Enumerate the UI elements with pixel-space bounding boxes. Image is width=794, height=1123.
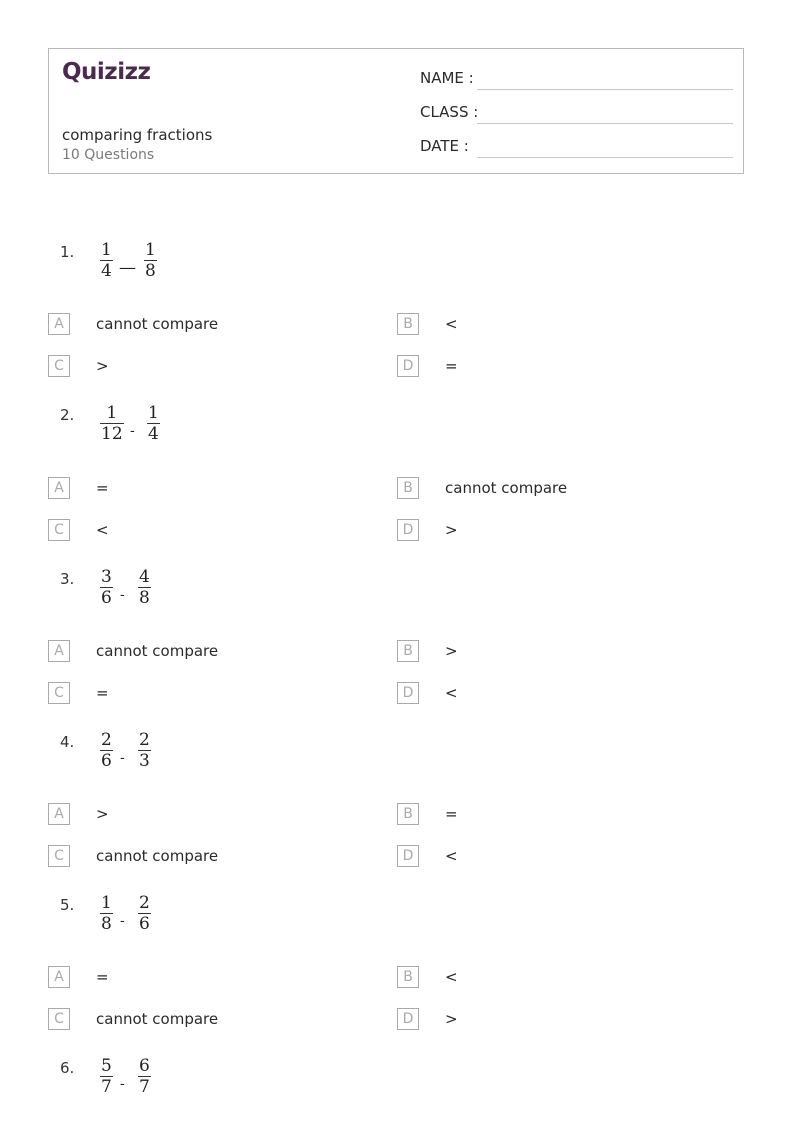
option-text-a[interactable]: = (96, 968, 109, 986)
right-fraction (144, 240, 157, 281)
denominator: 8 (139, 588, 150, 608)
option-text-c[interactable]: = (96, 684, 109, 702)
date-line[interactable] (477, 157, 733, 158)
option-text-a[interactable]: cannot compare (96, 642, 219, 660)
option-text-a[interactable]: > (96, 805, 109, 823)
left-fraction (100, 240, 113, 281)
option-box-b[interactable]: B (397, 966, 419, 988)
right-fraction (138, 730, 151, 771)
question-count: 10 Questions (62, 147, 155, 163)
option-box-c[interactable]: C (48, 682, 70, 704)
question-number: 3. (60, 570, 75, 588)
option-text-c[interactable]: < (96, 521, 109, 539)
option-text-b[interactable]: cannot compare (445, 479, 568, 497)
option-box-a[interactable]: A (48, 313, 70, 335)
right-fraction (138, 567, 151, 608)
option-box-a[interactable]: A (48, 966, 70, 988)
option-text-b[interactable]: > (445, 642, 458, 660)
question-number: 2. (60, 406, 75, 424)
option-text-c[interactable]: cannot compare (96, 847, 219, 865)
option-text-a[interactable]: cannot compare (96, 315, 219, 333)
numerator: 2 (101, 730, 112, 750)
option-box-d[interactable]: D (397, 519, 419, 541)
option-text-c[interactable]: cannot compare (96, 1010, 219, 1028)
numerator: 1 (101, 893, 112, 913)
worksheet-header (48, 48, 744, 174)
option-box-d[interactable]: D (397, 845, 419, 867)
denominator: 6 (139, 914, 150, 934)
option-box-c[interactable]: C (48, 355, 70, 377)
quizizz-logo: Quizizz (62, 59, 151, 85)
left-fraction (100, 403, 124, 444)
denominator: 4 (148, 424, 159, 444)
denominator: 8 (145, 261, 156, 281)
numerator: 1 (101, 240, 112, 260)
left-fraction (100, 1056, 113, 1097)
denominator: 7 (101, 1077, 112, 1097)
numerator: 2 (139, 893, 150, 913)
option-text-d[interactable]: < (445, 847, 458, 865)
date-label: DATE : (420, 137, 469, 155)
option-box-b[interactable]: B (397, 803, 419, 825)
option-box-b[interactable]: B (397, 313, 419, 335)
option-text-b[interactable]: = (445, 805, 458, 823)
right-fraction (147, 403, 160, 444)
option-box-a[interactable]: A (48, 803, 70, 825)
numerator: 1 (148, 403, 159, 423)
option-text-a[interactable]: = (96, 479, 109, 497)
option-box-a[interactable]: A (48, 640, 70, 662)
denominator: 12 (101, 424, 123, 444)
denominator: 4 (101, 261, 112, 281)
option-text-b[interactable]: < (445, 315, 458, 333)
quiz-title: comparing fractions (62, 126, 213, 144)
option-box-b[interactable]: B (397, 640, 419, 662)
question-number: 1. (60, 243, 75, 261)
name-label: NAME : (420, 69, 474, 87)
class-label: CLASS : (420, 103, 479, 121)
question-number: 4. (60, 733, 75, 751)
question-number: 5. (60, 896, 75, 914)
option-box-d[interactable]: D (397, 682, 419, 704)
denominator: 6 (101, 588, 112, 608)
numerator: 2 (139, 730, 150, 750)
right-fraction (138, 1056, 151, 1097)
numerator: 1 (145, 240, 156, 260)
option-box-a[interactable]: A (48, 477, 70, 499)
numerator: 5 (101, 1056, 112, 1076)
comparison-blank: — (119, 258, 136, 278)
option-text-c[interactable]: > (96, 357, 109, 375)
option-box-b[interactable]: B (397, 477, 419, 499)
class-line[interactable] (477, 123, 733, 124)
comparison-blank: - (120, 1076, 125, 1092)
option-text-d[interactable]: > (445, 1010, 458, 1028)
denominator: 7 (139, 1077, 150, 1097)
option-box-d[interactable]: D (397, 1008, 419, 1030)
numerator: 1 (106, 403, 118, 423)
option-box-c[interactable]: C (48, 519, 70, 541)
denominator: 6 (101, 751, 112, 771)
option-box-c[interactable]: C (48, 1008, 70, 1030)
option-box-d[interactable]: D (397, 355, 419, 377)
numerator: 3 (101, 567, 112, 587)
comparison-blank: - (120, 913, 125, 929)
right-fraction (138, 893, 151, 934)
left-fraction (100, 730, 113, 771)
option-text-b[interactable]: < (445, 968, 458, 986)
question-number: 6. (60, 1059, 75, 1077)
comparison-blank: - (130, 423, 135, 439)
option-text-d[interactable]: = (445, 357, 458, 375)
comparison-blank: - (120, 587, 125, 603)
denominator: 8 (101, 914, 112, 934)
option-text-d[interactable]: > (445, 521, 458, 539)
denominator: 3 (139, 751, 150, 771)
option-text-d[interactable]: < (445, 684, 458, 702)
comparison-blank: - (120, 750, 125, 766)
left-fraction (100, 893, 113, 934)
left-fraction (100, 567, 113, 608)
name-line[interactable] (477, 89, 733, 90)
numerator: 4 (139, 567, 150, 587)
option-box-c[interactable]: C (48, 845, 70, 867)
numerator: 6 (139, 1056, 150, 1076)
